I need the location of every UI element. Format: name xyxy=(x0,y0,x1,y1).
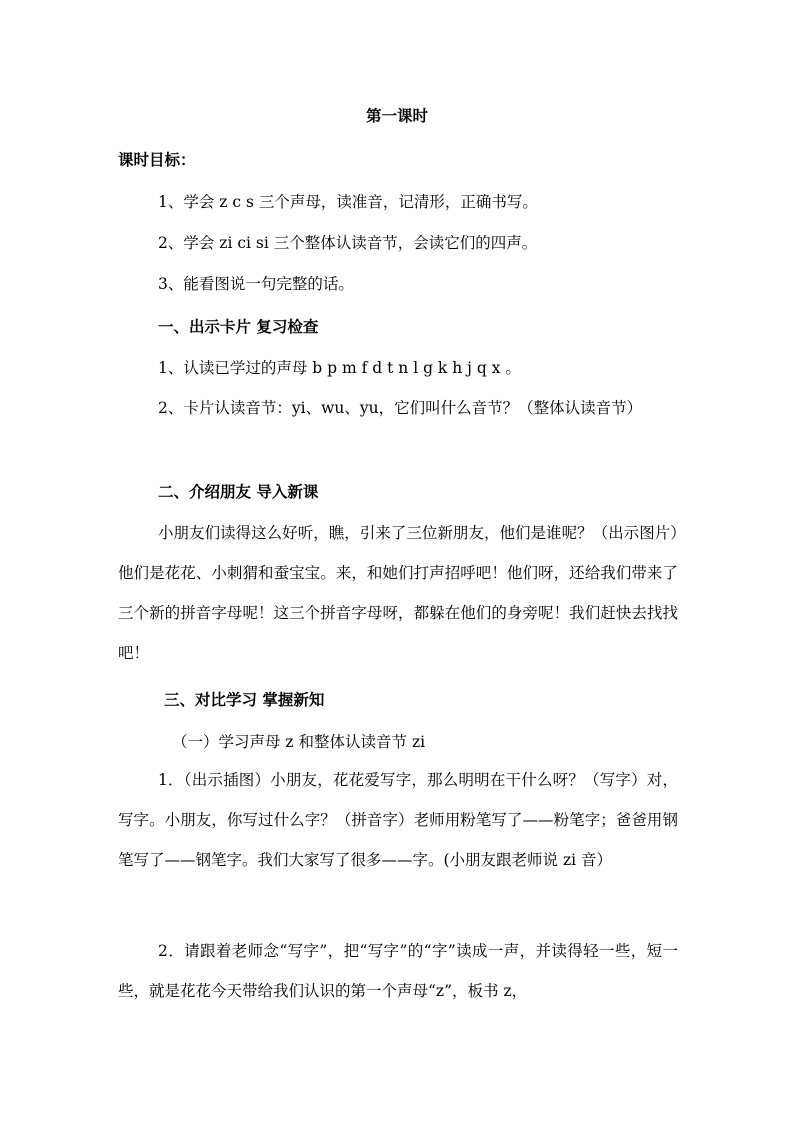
section3-paragraph-1: 1．（出示插图）小朋友，花花爱写字，那么明明在干什么呀？（写字）对，写字。小朋友，你写过什么字？（拼音字）老师用粉笔写了——粉笔字；爸爸用钢笔写了——钢笔字。我们大家写了很多——字。(小朋友跟老师说 zi 音） xyxy=(118,771,678,869)
section3-heading: 三、对比学习 掌握新知 xyxy=(164,690,325,709)
section2-heading: 二、介绍朋友 导入新课 xyxy=(158,482,319,501)
goal-item-1: 1、学会 z c s 三个声母，读准音，记清形，正确书写。 xyxy=(158,193,538,211)
subsection1-heading: （一）学习声母 z 和整体认读音节 zi xyxy=(172,733,426,751)
goal-item-2: 2、学会 zi ci si 三个整体认读音节，会读它们的四声。 xyxy=(158,234,538,252)
section1-item-1: 1、认读已学过的声母 b p m f d t n l g k h j q x 。 xyxy=(158,359,521,377)
section1-heading: 一、出示卡片 复习检查 xyxy=(158,317,319,336)
section3-paragraph-2: 2．请跟着老师念“写字”，把“写字”的“字”读成一声，并读得轻一些，短一些，就是花花今天带给我们认识的第一个声母“z”，板书 z， xyxy=(118,942,678,1000)
section2-paragraph: 小朋友们读得这么好听，瞧，引来了三位新朋友，他们是谁呢？（出示图片）他们是花花、小刺猬和蚕宝宝。来，和她们打声招呼吧！他们呀，还给我们带来了三个新的拼音字母呢！这三个拼音字母呀，都躲在他们的身旁呢！我们赶快去找找吧！ xyxy=(118,524,678,662)
goals-heading: 课时目标： xyxy=(118,150,196,169)
lesson-title: 第一课时 xyxy=(365,106,428,125)
section1-item-2: 2、卡片认读音节：yi、wu、yu，它们叫什么音节？（整体认读音节） xyxy=(158,399,643,417)
goal-item-3: 3、能看图说一句完整的话。 xyxy=(158,275,354,293)
